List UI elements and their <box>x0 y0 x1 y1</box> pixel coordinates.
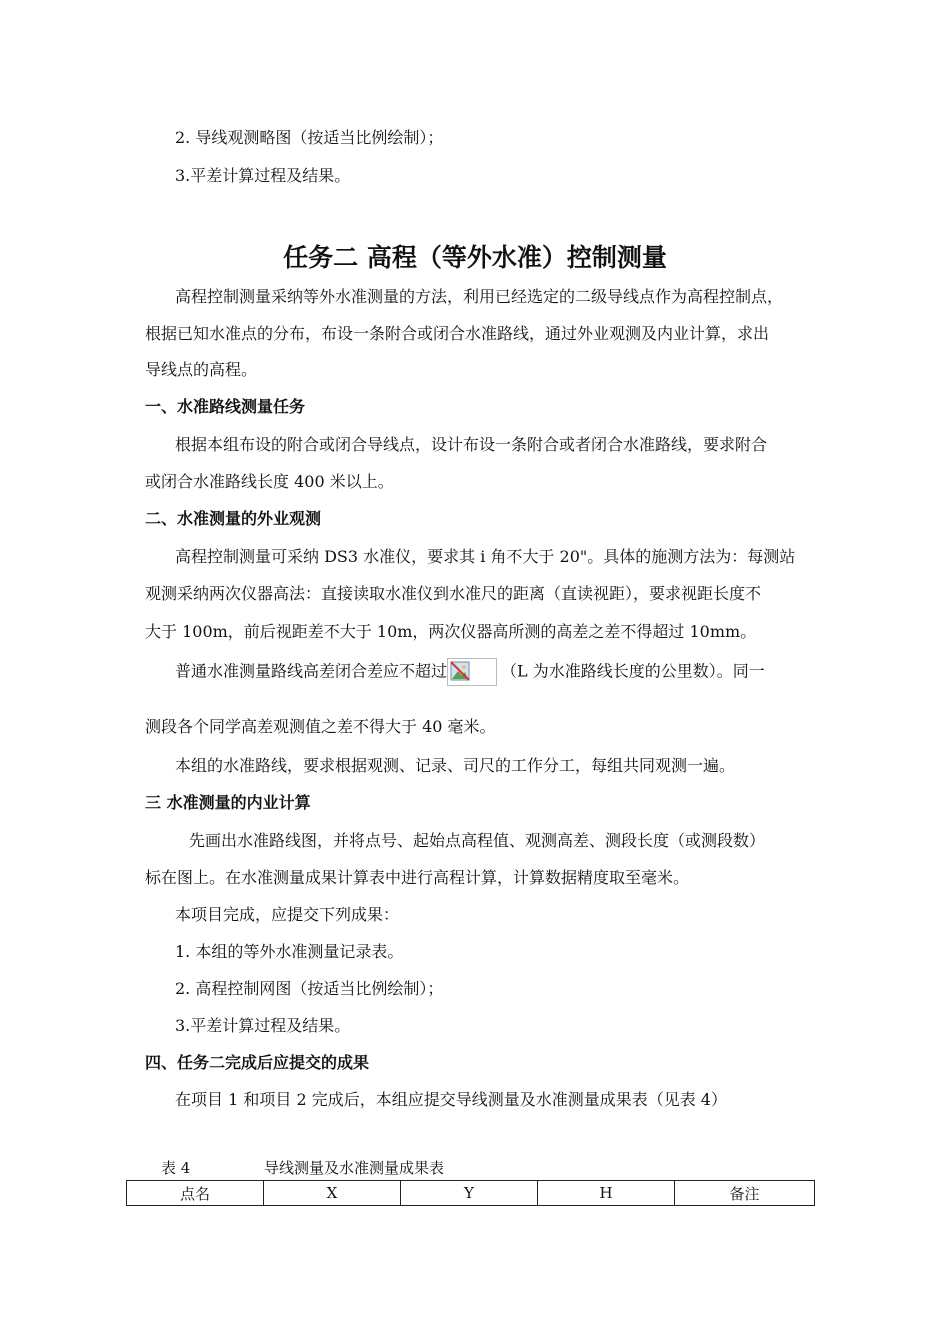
top-list-item-2: 2. 导线观测略图（按适当比例绘制）； <box>175 128 444 147</box>
closure-line <box>175 658 765 686</box>
table-caption: 导线测量及水准测量成果表 <box>264 1159 445 1177</box>
table-header-row <box>127 1181 815 1206</box>
intro-line-1: 高程控制测量采纳等外水准测量的方法，利用已经选定的二级导线点作为高程控制点， <box>175 287 784 306</box>
header-y: Y <box>401 1181 538 1206</box>
header-point-name: 点名 <box>127 1181 264 1206</box>
header-remarks: 备注 <box>675 1181 815 1206</box>
section3-line-1: 先画出水准路线图，并将点号、起始点高程值、观测高差、测段长度（或测段数） <box>189 831 766 850</box>
deliverable-item-1: 1. 本组的等外水准测量记录表。 <box>175 942 404 961</box>
results-table <box>126 1180 815 1206</box>
section3-line-2: 标在图上。在水准测量成果计算表中进行高程计算，计算数据精度取至毫米。 <box>145 868 690 887</box>
section4-line: 在项目 1 和项目 2 完成后，本组应提交导线测量及水准测量成果表（见表 4） <box>175 1090 727 1109</box>
section1-line-1: 根据本组布设的附合或闭合导线点，设计布设一条附合或者闭合水准路线，要求附合 <box>175 435 768 454</box>
section-title: 任务二 高程（等外水准）控制测量 <box>283 243 667 272</box>
section1-heading: 一、水准路线测量任务 <box>145 397 306 416</box>
section2-heading: 二、水准测量的外业观测 <box>145 509 322 528</box>
broken-formula-image-icon <box>447 658 497 686</box>
intro-line-2: 根据已知水准点的分布，布设一条附合或闭合水准路线，通过外业观测及内业计算，求出 <box>145 324 770 343</box>
closure-text-after: （L 为水准路线长度的公里数）。同一 <box>501 661 765 681</box>
section4-heading: 四、任务二完成后应提交的成果 <box>145 1053 370 1072</box>
deliverables-intro: 本项目完成，应提交下列成果： <box>175 905 400 924</box>
header-x: X <box>264 1181 401 1206</box>
section1-line-2: 或闭合水准路线长度 400 米以上。 <box>145 472 394 491</box>
header-h: H <box>538 1181 675 1206</box>
deliverable-item-3: 3.平差计算过程及结果。 <box>175 1016 351 1035</box>
intro-line-3: 导线点的高程。 <box>145 360 258 379</box>
closure-line-next: 测段各个同学高差观测值之差不得大于 40 毫米。 <box>145 717 496 736</box>
section2-line-3: 大于 100m，前后视距差不大于 10m，两次仪器高所测的高差之差不得超过 10mm。 <box>145 622 757 641</box>
top-list-item-3: 3.平差计算过程及结果。 <box>175 166 351 185</box>
deliverable-item-2: 2. 高程控制网图（按适当比例绘制）； <box>175 979 444 998</box>
table-label: 表 4 <box>161 1159 191 1177</box>
section2-line-1: 高程控制测量可采纳 DS3 水准仪，要求其 i 角不大于 20"。具体的施测方法为：每测站 <box>175 547 796 566</box>
section2-line-2: 观测采纳两次仪器高法：直接读取水准仪到水准尺的距离（直读视距），要求视距长度不 <box>145 584 762 603</box>
section3-heading: 三 水准测量的内业计算 <box>145 793 311 812</box>
closure-text-before: 普通水准测量路线高差闭合差应不超过 <box>175 661 448 681</box>
team-line: 本组的水准路线，要求根据观测、记录、司尺的工作分工，每组共同观测一遍。 <box>175 756 736 775</box>
